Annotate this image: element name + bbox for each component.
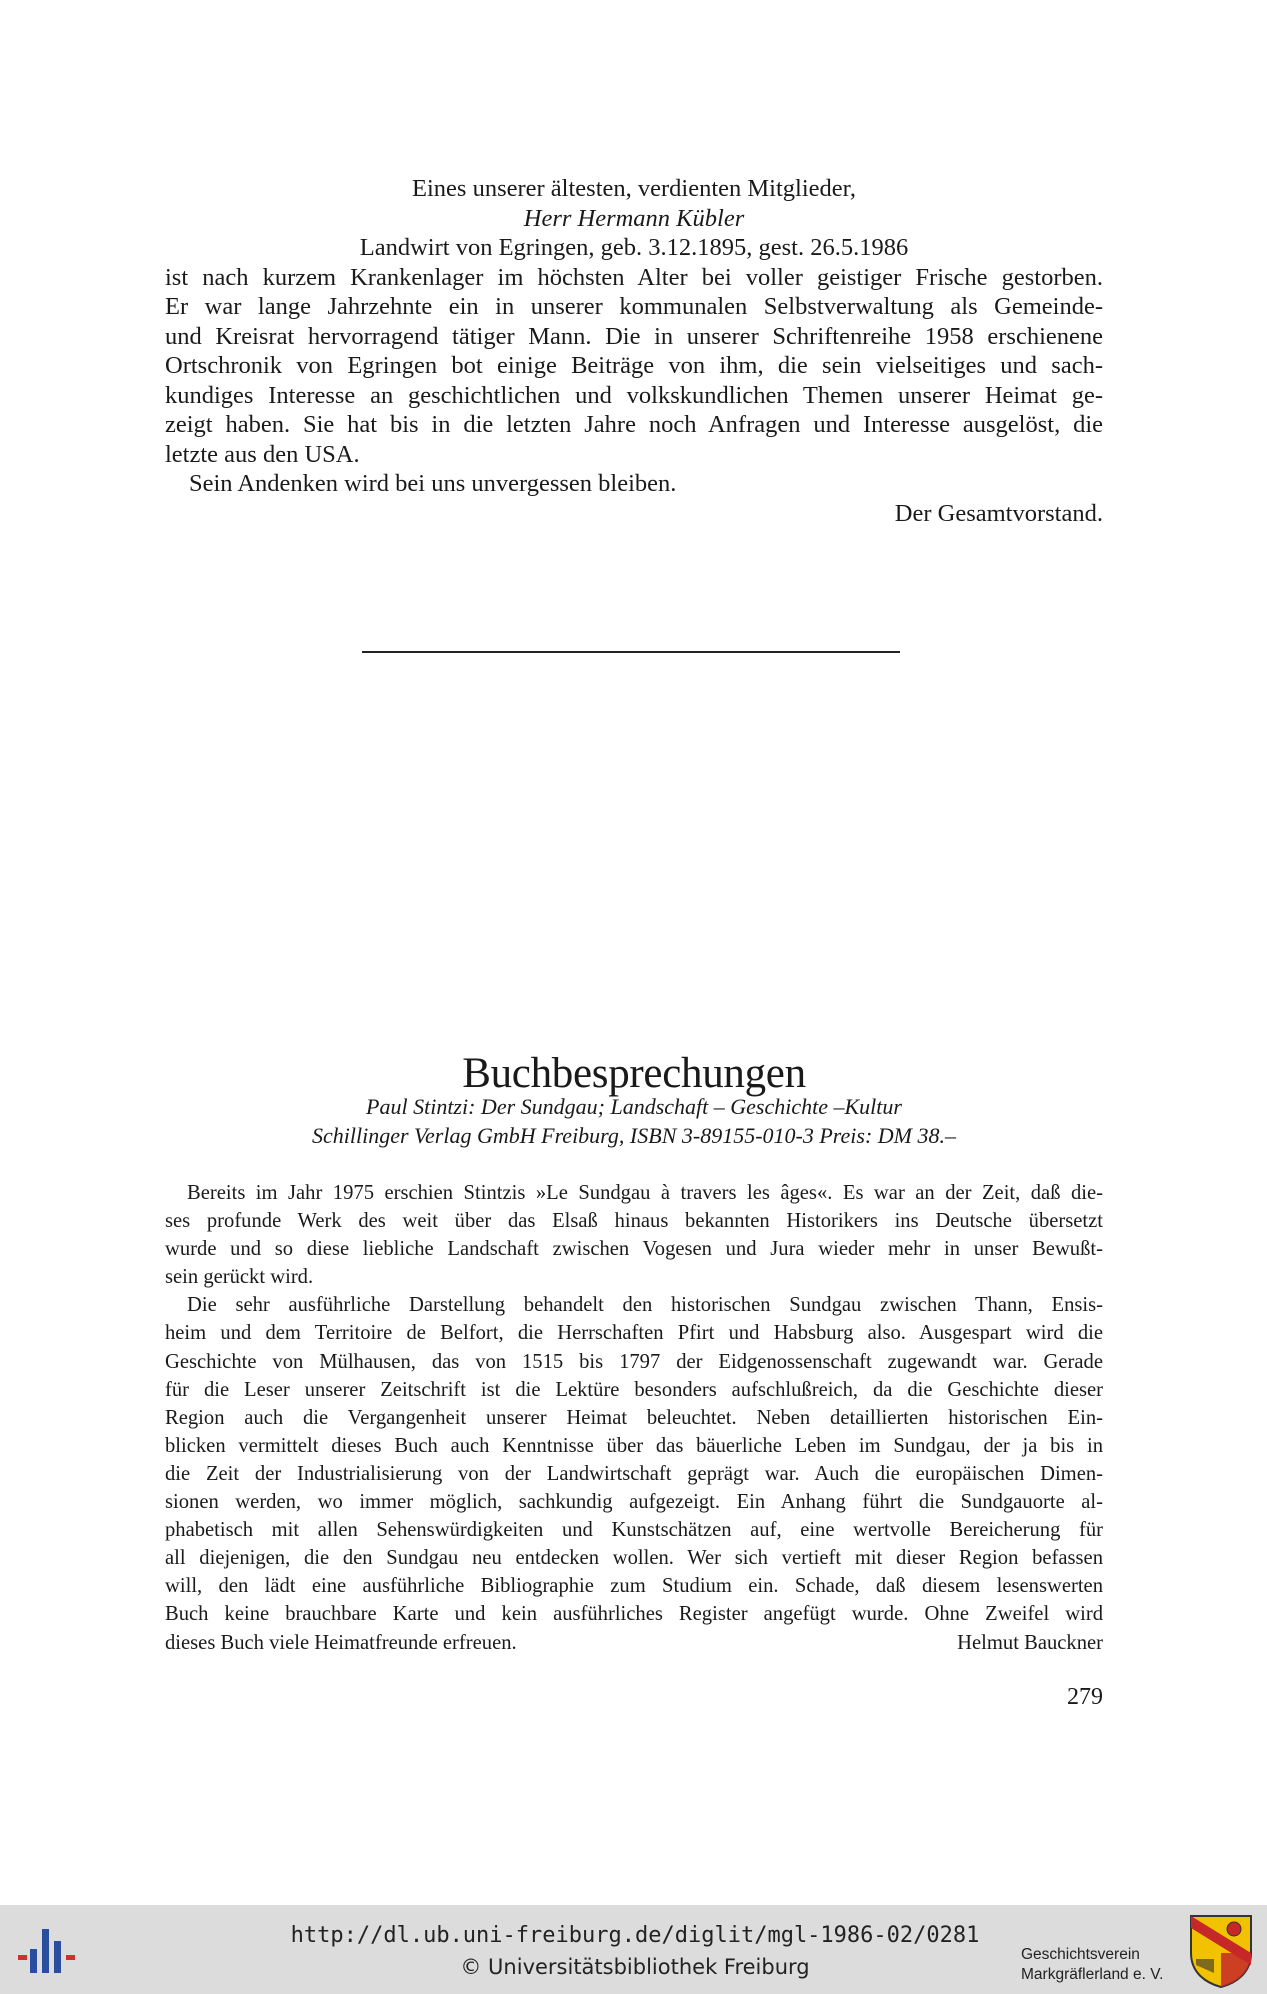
review-line: sionen werden, wo immer möglich, sachkundig aufgezeigt. Ein Anhang führt die Sundgauorte al- [165,1491,1103,1514]
section-heading: Buchbesprechungen [462,1050,806,1097]
copyright-text: © Universitätsbibliothek Freiburg [460,1955,810,1979]
review-line: Die sehr ausführliche Darstellung behandelt den historischen Sundgau zwischen Thann, Ensis- [187,1294,1103,1317]
review-last-line [165,1629,1103,1657]
footer-bar [0,1905,1267,1994]
review-line: sein gerückt wird. [165,1266,314,1289]
review-line: für die Leser unserer Zeitschrift ist die Lektüre besonders aufschlußreich, da die Geschichte dieser [165,1378,1103,1401]
obituary-line: zeigt haben. Sie hat bis in die letzten Jahre noch Anfragen und Interesse ausgelöst, die [165,411,1103,438]
publisher-line: Schillinger Verlag GmbH Freiburg, ISBN 3-89155-010-3 Preis: DM 38.– [311,1123,957,1148]
page-number: 279 [1067,1684,1103,1710]
obituary-dates: Landwirt von Egringen, geb. 3.12.1895, gest. 26.5.1986 [359,234,909,261]
review-line: dieses Buch viele Heimatfreunde erfreuen. [165,1631,517,1654]
review-line: will, den lädt eine ausführliche Bibliographie zum Studium ein. Schade, daß diesem lesenswerten [165,1575,1103,1598]
society-name [1021,1945,1163,1985]
review-author: Helmut Bauckner [957,1631,1103,1654]
review-body [165,1179,1103,1657]
review-line: phabetisch mit allen Sehenswürdigkeiten und Kunstschätzen auf, eine wertvolle Bereicherung für [165,1519,1103,1542]
society-line: Geschichtsverein [1021,1946,1140,1963]
review-line: Region auch die Vergangenheit unserer Heimat beleuchtet. Neben detaillierten historischen Ein- [165,1406,1103,1429]
obituary-line: letzte aus den USA. [165,440,360,468]
review-line: die Zeit der Industrialisierung von der Landwirtschaft geprägt war. Auch die europäischen Dimen- [165,1462,1103,1485]
source-url-link[interactable]: http://dl.ub.uni-freiburg.de/diglit/mgl-1986-02/0281 [290,1923,980,1948]
obituary-intro: Eines unserer ältesten, verdienten Mitglieder, [412,175,856,202]
review-line: Buch keine brauchbare Karte und kein ausführliches Register angefügt wurde. Ohne Zweifel wird [165,1603,1103,1626]
obituary-signature: Der Gesamtvorstand. [894,499,1103,527]
society-line: Markgräflerland e. V. [1021,1966,1164,1983]
obituary-line: kundiges Interesse an geschichtlichen und volkskundlichen Themen unserer Heimat ge- [165,381,1103,409]
obituary-closing: Sein Andenken wird bei uns unvergessen bleiben. [189,470,677,497]
review-line: wurde und so diese liebliche Landschaft zwischen Vogesen und Jura wieder mehr in unser Bewußt- [165,1238,1103,1261]
book-title-line: Paul Stintzi: Der Sundgau; Landschaft – Geschichte –Kultur [366,1094,902,1119]
obituary-line: Er war lange Jahrzehnte ein in unserer kommunalen Selbstverwaltung als Gemeinde- [165,293,1103,320]
obituary-line: und Kreisrat hervorragend tätiger Mann. Die in unserer Schriftenreihe 1958 erschienene [165,322,1103,350]
review-line: all diejenigen, die den Sundgau neu entdecken wollen. Wer sich vertieft mit dieser Region befassen [165,1547,1103,1570]
ub-logo-icon [16,1923,80,1979]
review-line: blicken vermittelt dieses Buch auch Kenntnisse über das bäuerliche Leben im Sundgau, der ja bis in [165,1434,1103,1457]
section-divider [362,651,900,653]
coat-of-arms-icon [1188,1913,1254,1989]
obituary-line: ist nach kurzem Krankenlager im höchsten Alter bei voller geistiger Frische gestorben. [165,263,1103,291]
review-line: Bereits im Jahr 1975 erschien Stintzis »Le Sundgau à travers les âges«. Es war an der Zeit, daß die- [187,1182,1103,1204]
obituary-line: Ortschronik von Egringen bot einige Beiträge von ihm, die sein vielseitiges und sach- [165,352,1103,379]
review-line: Geschichte von Mülhausen, das von 1515 bis 1797 der Eidgenossenschaft zugewandt war. Gerade [165,1350,1103,1373]
book-citation [165,1092,1103,1150]
obituary-notice [165,174,1103,528]
review-line: ses profunde Werk des weit über das Elsaß hinaus bekannten Historikers ins Deutsche übersetzt [165,1210,1103,1233]
review-line: heim und dem Territoire de Belfort, die Herrschaften Pfirt und Habsburg also. Ausgespart wird die [165,1322,1103,1345]
obituary-name: Herr Hermann Kübler [523,204,745,232]
